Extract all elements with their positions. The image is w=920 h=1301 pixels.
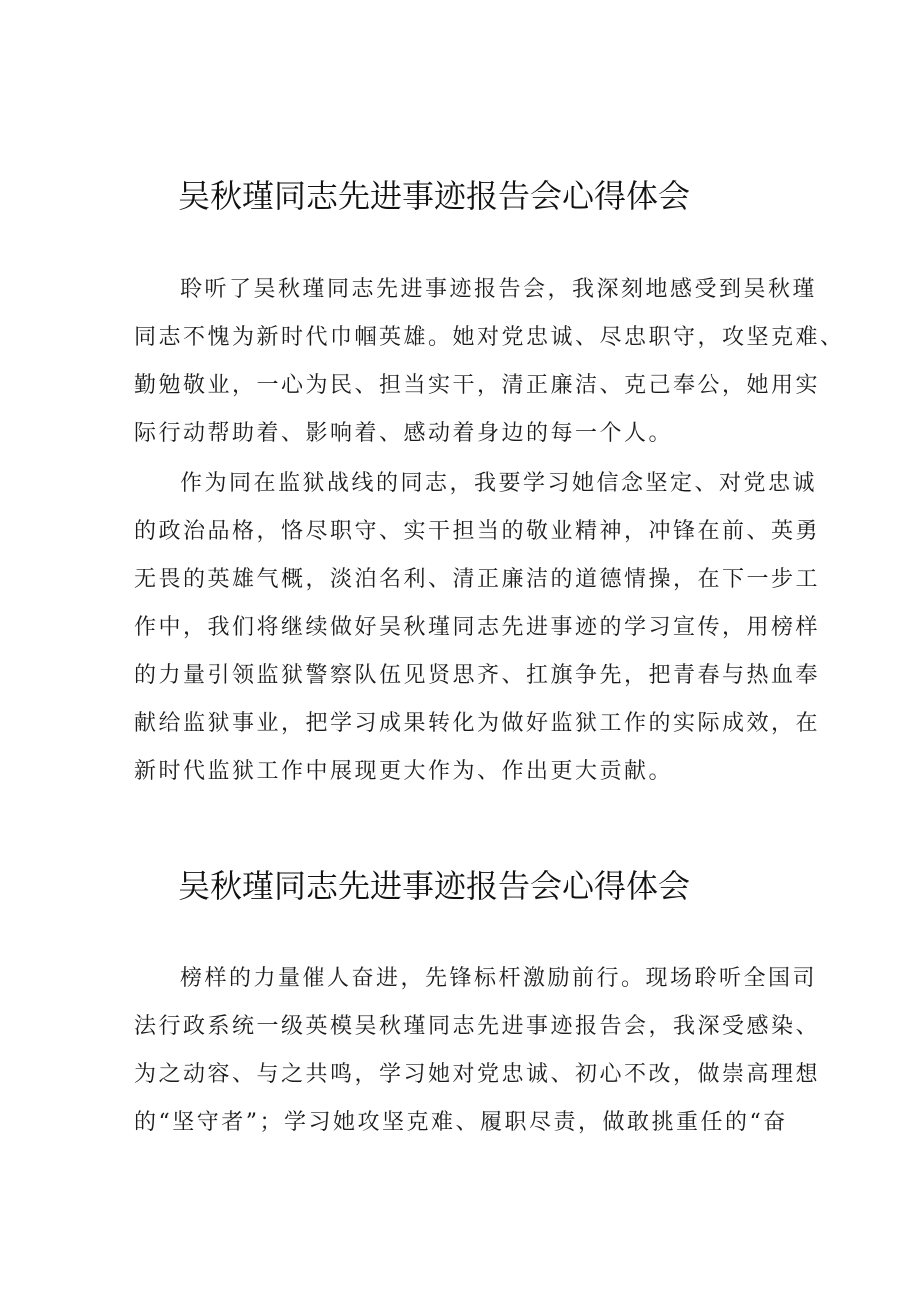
paragraph-line: 际行动帮助着、影响着、感动着身边的每一个人。 — [134, 421, 674, 446]
paragraph-line: 的“坚守者”；学习她攻坚克难、履职尽责，做敢挑重任的“奋 — [134, 1110, 788, 1135]
section-title: 吴秋瑾同志先进事迹报告会心得体会 — [178, 867, 691, 905]
paragraph-line: 的政治品格，恪尽职守、实干担当的敬业精神，冲锋在前、英勇 — [134, 519, 821, 544]
paragraph-line: 聆听了吴秋瑾同志先进事迹报告会，我深刻地感受到吴秋瑾 — [180, 277, 818, 302]
paragraph-line: 作为同在监狱战线的同志，我要学习她信念坚定、对党忠诚 — [180, 471, 818, 496]
paragraph-line: 同志不愧为新时代巾帼英雄。她对党忠诚、尽忠职守，攻坚克难、 — [134, 325, 845, 350]
paragraph-line: 榜样的力量催人奋进，先锋标杆激励前行。现场聆听全国司 — [180, 966, 818, 991]
paragraph-line: 勤勉敬业，一心为民、担当实干，清正廉洁、克己奉公，她用实 — [134, 373, 821, 398]
paragraph-line: 为之动容、与之共鸣，学习她对党忠诚、初心不改，做崇高理想 — [134, 1062, 821, 1087]
paragraph-line: 献给监狱事业，把学习成果转化为做好监狱工作的实际成效，在 — [134, 711, 821, 736]
paragraph-line: 新时代监狱工作中展现更大作为、作出更大贡献。 — [134, 759, 674, 784]
paragraph-line: 的力量引领监狱警察队伍见贤思齐、扛旗争先，把青春与热血奉 — [134, 663, 821, 688]
section-title: 吴秋瑾同志先进事迹报告会心得体会 — [178, 177, 691, 215]
paragraph-line: 无畏的英雄气概，淡泊名利、清正廉洁的道德情操，在下一步工 — [134, 567, 821, 592]
paragraph-line: 作中，我们将继续做好吴秋瑾同志先进事迹的学习宣传，用榜样 — [134, 615, 821, 640]
paragraph-line: 法行政系统一级英模吴秋瑾同志先进事迹报告会，我深受感染、 — [134, 1014, 821, 1039]
